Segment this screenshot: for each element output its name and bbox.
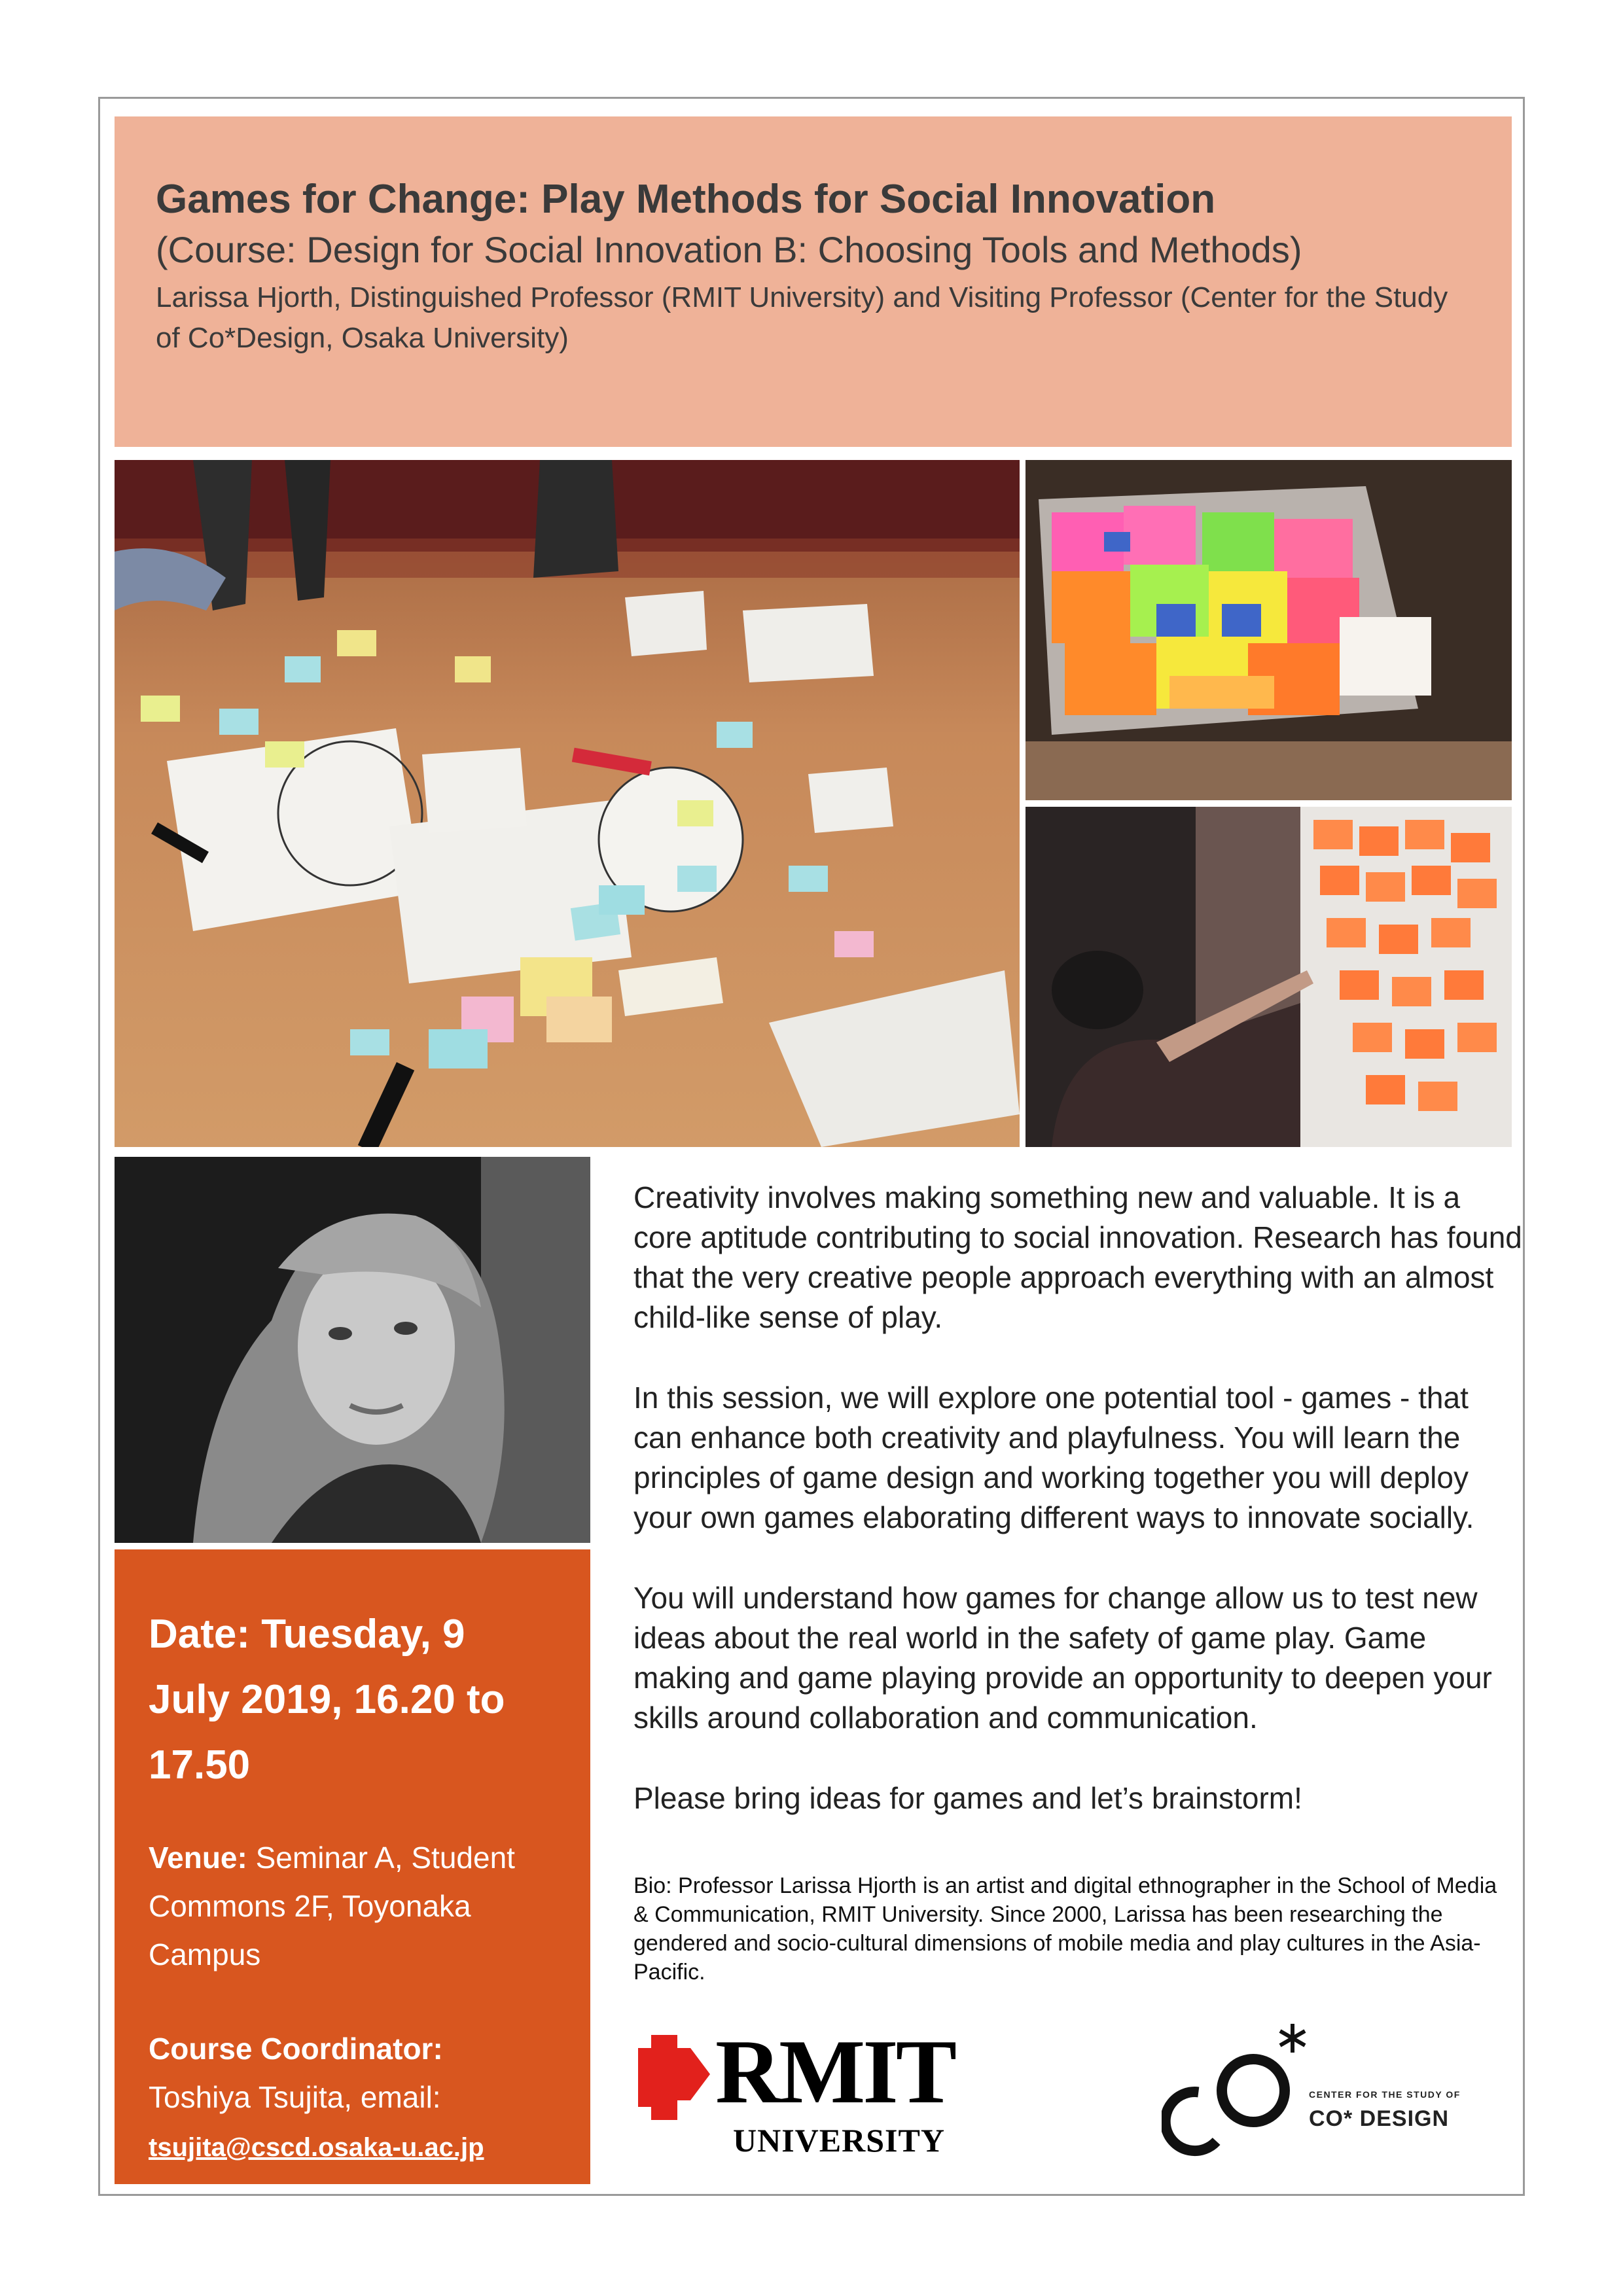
event-info-box [115,1549,590,2184]
workshop-floor-photo [115,460,1020,1147]
co-design-wordmark: CO* DESIGN [1309,2106,1450,2131]
rmit-university-logo [638,2021,978,2163]
colourful-game-boards-photo [1026,460,1512,800]
event-date-line-1: Date: Tuesday, 9 [149,1612,465,1657]
sticky-note-wall-photo [1026,807,1512,1147]
rmit-wordmark: RMIT [715,2021,955,2123]
coordinator-info [149,2024,564,2172]
co-design-logo [1162,2019,1476,2163]
venue-text: Seminar A, Student Commons 2F, Toyonaka Campus [149,1841,515,1971]
presenter-bio: Bio: Professor Larissa Hjorth is an artist and digital ethnographer in the School of Media & Communication, RMIT University. Since 2000, Larissa has been researching the gendered and socio-cultural dimensions of mobile media and play cultures in the Asia-Pacific. [633,1873,1497,1985]
co-design-subtitle: CENTER FOR THE STUDY OF [1309,2089,1461,2100]
coordinator-label: Course Coordinator: [149,2032,443,2066]
rmit-university-text: UNIVERSITY [733,2122,945,2159]
venue-info [149,1833,564,1979]
presenter-portrait-photo [115,1157,590,1543]
course-subtitle: (Course: Design for Social Innovation B: Choosing Tools and Methods) [156,229,1302,270]
rmit-pixel-icon [638,2035,710,2120]
coordinator-email-link[interactable]: tsujita@cscd.osaka-u.ac.jp [149,2133,484,2162]
header-banner [115,116,1512,447]
description-paragraph-3: You will understand how games for change allow us to test new ideas about the real world in the safety of game play. Game making and game playing provide an opportunity to deepen your skills around collaboration and communication. [633,1581,1492,1735]
poster-title: Games for Change: Play Methods for Social Innovation [156,177,1216,222]
description-text [633,1178,1524,1859]
coordinator-text: Toshiya Tsujita, email: [149,2080,441,2114]
venue-label: Venue: [149,1841,247,1875]
event-date-line-2: July 2019, 16.20 to [149,1677,505,1722]
description-paragraph-4: Please bring ideas for games and let’s brainstorm! [633,1781,1302,1815]
event-date-line-3: 17.50 [149,1742,251,1788]
description-paragraph-2: In this session, we will explore one potential tool - games - that can enhance both creativity and playfulness. You will learn the principles of game design and working together you will deploy your own games elaborating different ways to innovate socially. [633,1381,1474,1534]
co-design-mark-icon [1162,2019,1312,2163]
description-paragraph-1: Creativity involves making something new and valuable. It is a core aptitude contributing to social innovation. Research has found that the very creative people approach everything with an almost child-like sense of play. [633,1180,1522,1334]
presenter-line: Larissa Hjorth, Distinguished Professor (RMIT University) and Visiting Professor (Center for the Study of Co*Design, Osaka University) [156,281,1448,354]
